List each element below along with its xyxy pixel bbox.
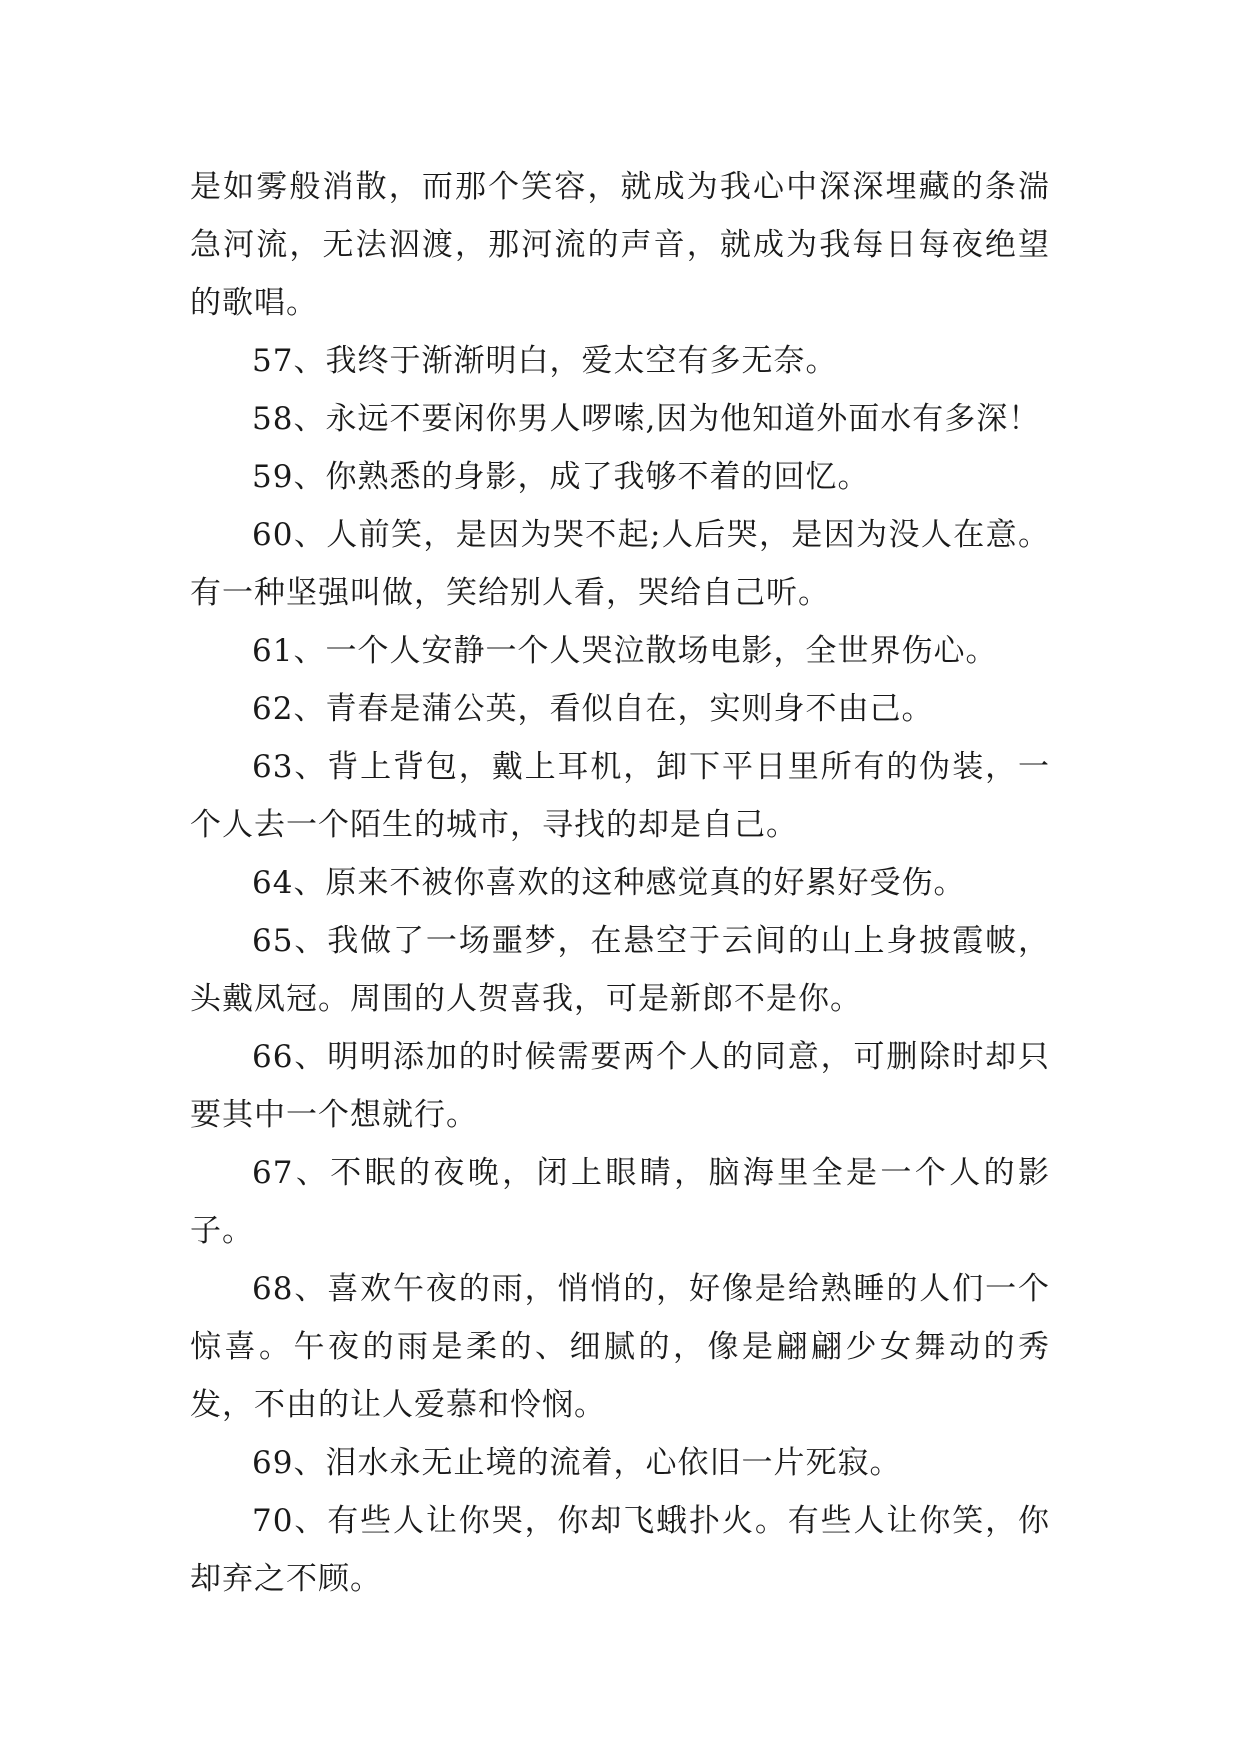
paragraph: 59、你熟悉的身影，成了我够不着的回忆。 (252, 459, 870, 495)
paragraph: 是如雾般消散，而那个笑容，就成为我心中深深埋藏的条湍急河流，无法泅渡，那河流的声音，就成为我每日每夜绝望的歌唱。 (190, 169, 1050, 321)
paragraph: 57、我终于渐渐明白，爱太空有多无奈。 (252, 343, 838, 379)
paragraph: 58、永远不要闲你男人啰嗦,因为他知道外面水有多深！ (252, 401, 1041, 437)
paragraph: 65、我做了一场噩梦，在悬空于云间的山上身披霞帔，头戴凤冠。周围的人贺喜我，可是新郎不是你。 (190, 923, 1050, 1017)
paragraph: 68、喜欢午夜的雨，悄悄的，好像是给熟睡的人们一个惊喜。午夜的雨是柔的、细腻的，像是翩翩少女舞动的秀发，不由的让人爱慕和怜悯。 (190, 1271, 1050, 1423)
paragraph: 67、不眠的夜晚，闭上眼睛，脑海里全是一个人的影子。 (190, 1155, 1050, 1249)
paragraph: 61、一个人安静一个人哭泣散场电影，全世界伤心。 (252, 633, 998, 669)
document-body (190, 158, 1050, 1608)
paragraph: 70、有些人让你哭，你却飞蛾扑火。有些人让你笑，你却弃之不顾。 (190, 1503, 1050, 1597)
paragraph: 69、泪水永无止境的流着，心依旧一片死寂。 (252, 1445, 902, 1481)
paragraph: 63、背上背包，戴上耳机，卸下平日里所有的伪装，一个人去一个陌生的城市，寻找的却是自己。 (190, 749, 1050, 843)
paragraph: 64、原来不被你喜欢的这种感觉真的好累好受伤。 (252, 865, 966, 901)
paragraph: 66、明明添加的时候需要两个人的同意，可删除时却只要其中一个想就行。 (190, 1039, 1050, 1133)
paragraph: 62、青春是蒲公英，看似自在，实则身不由己。 (252, 691, 934, 727)
paragraph: 60、人前笑，是因为哭不起;人后哭，是因为没人在意。有一种坚强叫做，笑给别人看，哭给自己听。 (190, 517, 1050, 611)
